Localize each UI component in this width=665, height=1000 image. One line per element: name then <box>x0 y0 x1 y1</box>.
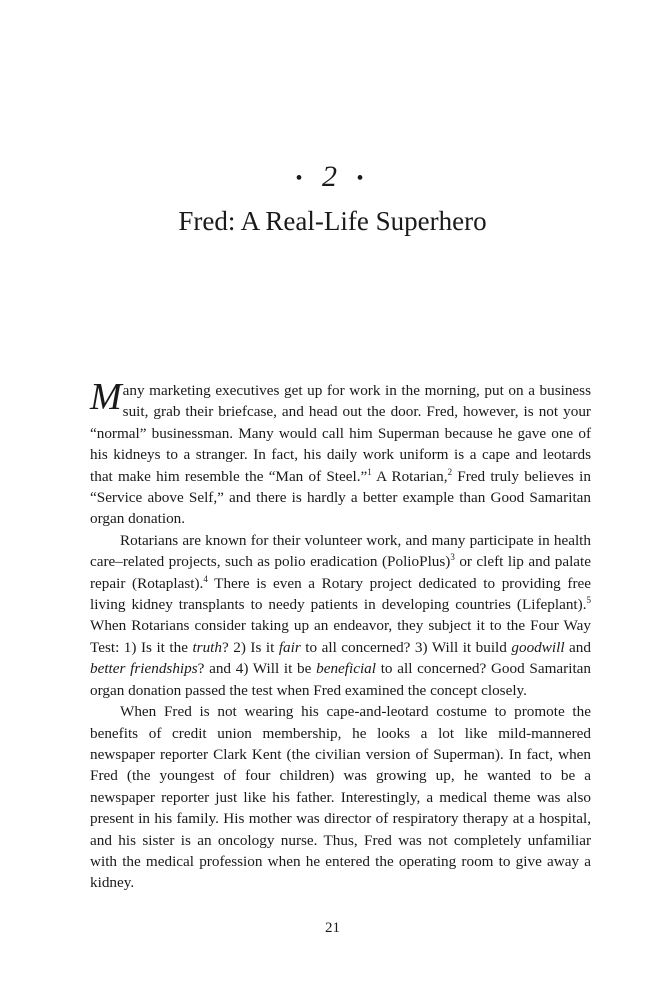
text-run: Rotarians are known for their volunteer work, and many participate in health care–related projects, such as polio eradication (PolioPlus) <box>90 531 591 571</box>
chapter-number <box>0 160 665 194</box>
text-run: When Fred is not wearing his cape-and-leotard costume to promote the benefits of credit union membership, he looks a lot like mild-mannered newspaper reporter Clark Kent (the civilian version of Superman). In fact, when Fred (the youngest of four children) was growing up, he wanted to be a newspaper reporter just like his father. Interestingly, a medical theme was also present in his family. His mother was director of respiratory therapy at a hospital, and his sister is an oncology nurse. Thus, Fred was not completely unfamiliar with the medical profession when he entered the operating room to give away a kidney. <box>90 703 591 892</box>
emphasis: better friendships <box>90 660 198 678</box>
text-run: ? and 4) Will it be <box>197 660 317 678</box>
text-run: to all concerned? 3) Will it build <box>300 638 512 656</box>
paragraph <box>90 530 591 701</box>
footnote-ref: 3 <box>450 552 455 563</box>
text-run: any marketing executives get up for work in the morning, put on a business suit, grab their briefcase, and head out the door. Fred, however, is not your “normal” businessman. Many would call him Superman because he gave one of his kidneys to a stranger. In fact, his daily work uniform is a cape and leotards that make him resemble the “Man of Steel.” <box>90 382 591 485</box>
text-run: A Rotarian, <box>371 467 448 485</box>
paragraph <box>90 701 591 894</box>
text-run: to all concerned? Good Samaritan organ donation passed the test when Fred examined the concept closely. <box>90 660 591 699</box>
emphasis: truth <box>192 638 222 656</box>
text-run: Fred truly believes in “Service above Self,” and there is hardly a better example than Good Samaritan organ donation. <box>90 467 591 528</box>
text-run: There is even a Rotary project dedicated to providing free living kidney transplants to needy patients in developing countries (Lifeplant). <box>90 574 591 614</box>
emphasis: fair <box>278 638 301 656</box>
chapter-bullet-right: • <box>356 167 370 190</box>
paragraph <box>90 376 591 530</box>
footnote-ref: 5 <box>586 595 591 605</box>
page-number: 21 <box>325 920 340 936</box>
footnote-ref: 1 <box>367 466 372 477</box>
text-run: and <box>564 638 591 656</box>
drop-cap: M <box>90 376 122 418</box>
text-run: When Rotarians consider taking up an endeavor, they subject it to the Four Way Test: 1) Is it the <box>90 617 591 656</box>
text-run: ? 2) Is it <box>222 638 279 656</box>
chapter-body <box>90 376 592 894</box>
footnote-ref: 4 <box>203 573 208 584</box>
emphasis: goodwill <box>511 638 565 656</box>
emphasis: beneficial <box>316 660 376 678</box>
chapter-bullet-left: • <box>295 167 309 190</box>
chapter-title: Fred: A Real-Life Superhero <box>178 206 487 236</box>
chapter-number-value: 2 <box>322 160 343 193</box>
footnote-ref: 2 <box>447 466 453 477</box>
text-run: or cleft lip and palate repair (Rotaplast). <box>90 553 592 592</box>
